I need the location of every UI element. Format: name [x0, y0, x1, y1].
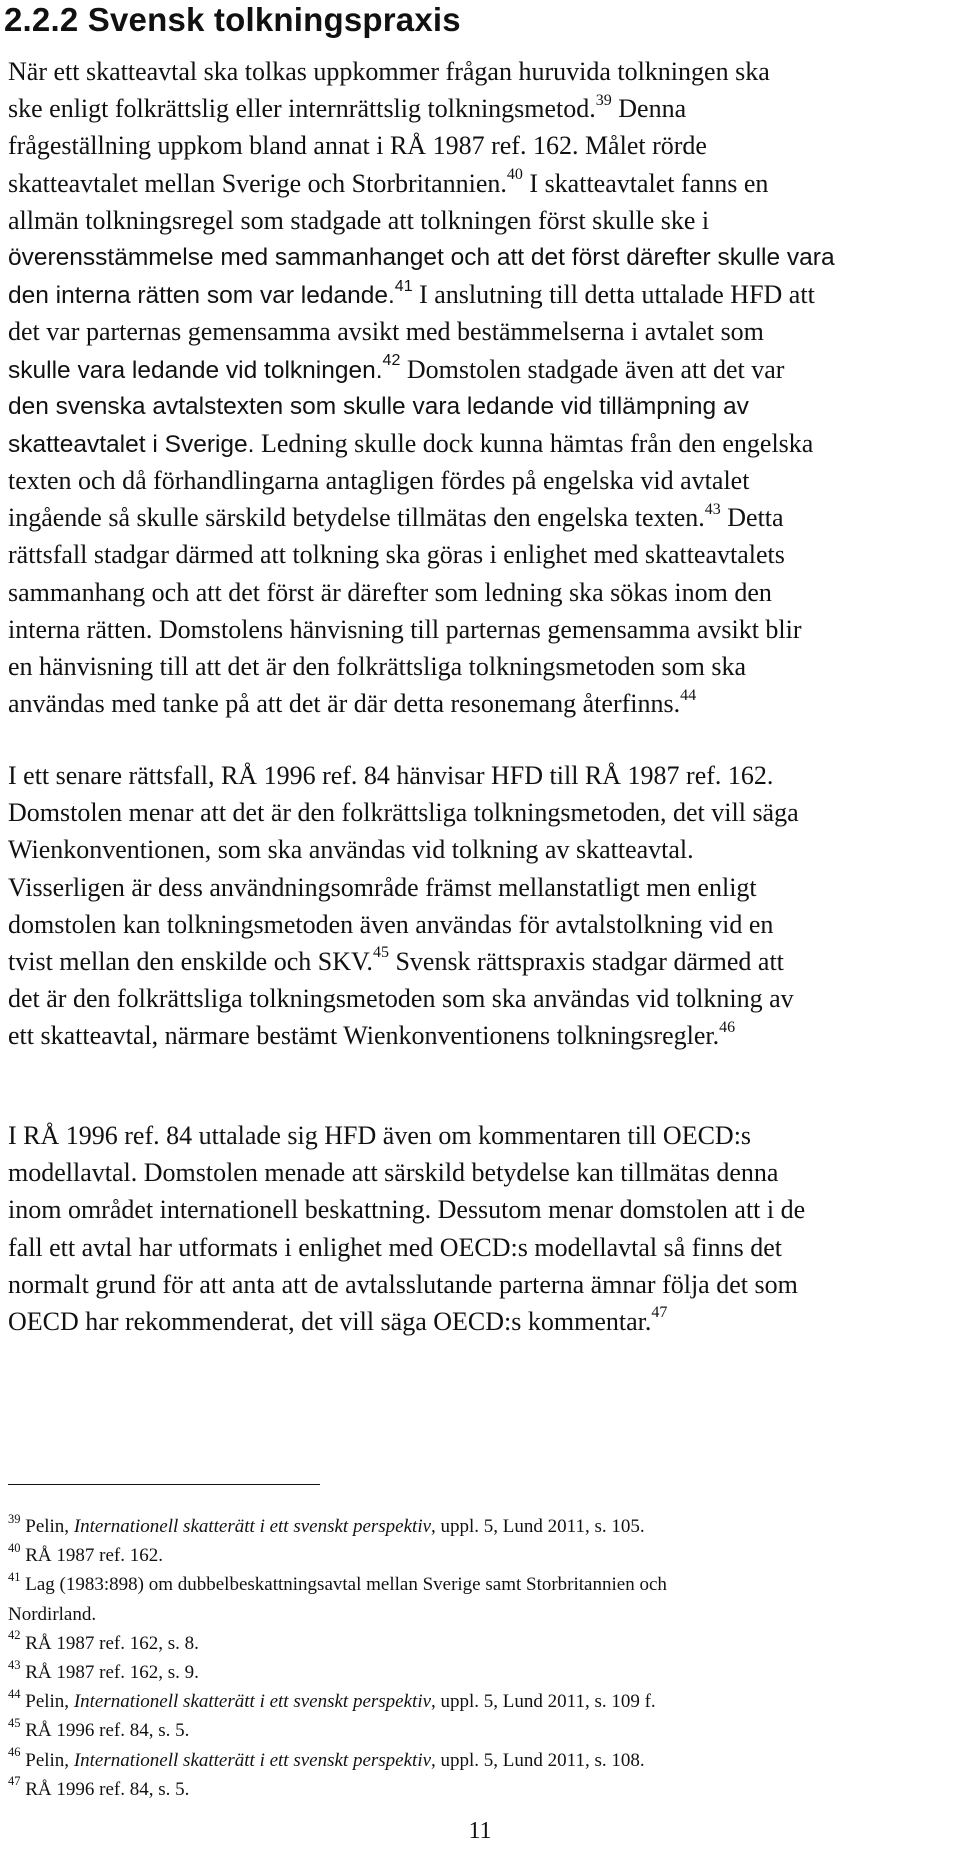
footnote: [8, 1775, 958, 1804]
footnote: [8, 1541, 958, 1570]
text-segment: texten och då förhandlingarna antagligen fördes på engelska vid avtalet: [8, 466, 750, 496]
footnote-ref: 47: [651, 1304, 668, 1322]
footnote: [8, 1600, 958, 1629]
text-line: [8, 165, 958, 202]
text-line: [8, 462, 958, 499]
text-segment: frågeställning uppkom bland annat i RÅ 1987 ref. 162. Målet rörde: [8, 131, 707, 161]
text-segment: den interna rätten som var ledande.: [8, 282, 395, 310]
footnote-text: RÅ 1996 ref. 84, s. 5.: [25, 1720, 190, 1742]
text-segment: Ledning skulle dock kunna hämtas från den engelska: [254, 428, 814, 458]
text-segment: det är den folkrättsliga tolkningsmetoden som ska användas vid tolkning av: [8, 984, 794, 1014]
text-segment: tvist mellan den enskilde och SKV.: [8, 946, 373, 976]
text-segment: Denna: [611, 94, 687, 124]
text-line: [8, 313, 958, 350]
footnote-text: RÅ 1996 ref. 84, s. 5.: [25, 1778, 190, 1800]
text-line: [8, 1117, 958, 1154]
footnote: [8, 1658, 958, 1687]
text-line: [8, 1229, 958, 1266]
text-segment: domstolen kan tolkningsmetoden även användas för avtalstolkning vid en: [8, 909, 774, 939]
footnote-number: 45: [8, 1715, 21, 1730]
text-line: [8, 425, 958, 462]
footnote-text: Nordirland.: [8, 1603, 97, 1625]
text-segment: I anslutning till detta uttalade HFD att: [412, 280, 815, 310]
text-segment: Visserligen är dess användningsområde främst mellanstatligt men enligt: [8, 872, 757, 902]
text-segment: sammanhang och att det först är därefter som ledning ska sökas inom den: [8, 577, 772, 607]
section-heading: 2.2.2 Svensk tolkningspraxis: [4, 1, 461, 38]
footnote: [8, 1716, 958, 1745]
text-segment: Domstolen menar att det är den folkrättsliga tolkningsmetoden, det vill säga: [8, 798, 799, 828]
text-line: [8, 1017, 958, 1054]
text-segment: ingående så skulle särskild betydelse tillmätas den engelska texten.: [8, 503, 705, 533]
text-segment: inom området internationell beskattning. Dessutom menar domstolen att i de: [8, 1195, 806, 1225]
footnote-separator: [8, 1484, 320, 1485]
text-line: [8, 276, 958, 313]
text-line: [8, 757, 958, 794]
footnote-number: 46: [8, 1745, 21, 1760]
text-segment: den svenska avtalstexten som skulle vara ledande vid tillämpning av: [8, 392, 749, 420]
footnote-text: Lag (1983:898) om dubbelbeskattningsavtal mellan Sverige samt Storbritannien och: [25, 1574, 667, 1596]
text-line: [8, 90, 958, 127]
footnote-ref: 39: [595, 91, 612, 109]
footnote-ref: 40: [506, 165, 523, 183]
text-segment: överensstämmelse med sammanhanget och att det först därefter skulle vara: [8, 243, 835, 271]
text-line: [8, 794, 958, 831]
footnote: [8, 1512, 958, 1541]
text-line: [8, 536, 958, 573]
footnote-number: 41: [8, 1570, 21, 1585]
text-line: [8, 1191, 958, 1228]
footnote-number: 47: [8, 1774, 21, 1789]
footnote-ref: 45: [372, 944, 389, 962]
footnote-ref: 41: [394, 277, 413, 295]
footnote: [8, 1570, 958, 1599]
page-number: 11: [468, 1818, 492, 1844]
text-line: [8, 648, 958, 685]
text-segment: allmän tolkningsregel som stadgade att tolkningen först skulle ske i: [8, 205, 710, 235]
footnote-ref: 43: [704, 500, 721, 518]
text-segment: skatteavtalet mellan Sverige och Storbritannien.: [8, 168, 507, 198]
footnote-number: 39: [8, 1511, 21, 1526]
footnote: [8, 1746, 958, 1775]
text-segment: I RÅ 1996 ref. 84 uttalade sig HFD även om kommentaren till OECD:s: [8, 1121, 752, 1150]
text-line: [8, 943, 958, 980]
text-segment: Detta: [720, 503, 784, 533]
text-line: [8, 611, 958, 648]
text-segment: fall ett avtal har utformats i enlighet med OECD:s modellavtal så finns det: [8, 1232, 783, 1262]
footnote-text: RÅ 1987 ref. 162, s. 8.: [25, 1632, 199, 1654]
footnote-text: , uppl. 5, Lund 2011, s. 105.: [431, 1516, 645, 1537]
footnote-title: Internationell skatterätt i ett svenskt perspektiv: [73, 1516, 432, 1537]
text-segment: normalt grund för att anta att de avtalsslutande parterna ämnar följa det som: [8, 1269, 798, 1299]
text-line: [8, 202, 958, 239]
footnote-number: 42: [8, 1628, 21, 1643]
text-segment: ske enligt folkrättslig eller internrättslig tolkningsmetod.: [8, 94, 596, 124]
footnotes: [8, 1512, 958, 1804]
text-segment: en hänvisning till att det är den folkrättsliga tolkningsmetoden som ska: [8, 652, 746, 681]
text-segment: användas med tanke på att det är där detta resonemang återfinns.: [8, 689, 681, 719]
footnote-text: RÅ 1987 ref. 162.: [25, 1545, 163, 1567]
text-line: [8, 1303, 958, 1340]
text-segment: När ett skatteavtal ska tolkas uppkommer frågan huruvida tolkningen ska: [8, 57, 770, 86]
footnote-text: , uppl. 5, Lund 2011, s. 108.: [431, 1749, 645, 1771]
footnote-number: 40: [8, 1540, 21, 1555]
text-line: [8, 351, 958, 388]
text-segment: skatteavtalet i Sverige.: [8, 430, 255, 458]
footnote-title: Internationell skatterätt i ett svenskt perspektiv: [73, 1749, 432, 1771]
text-line: [8, 574, 958, 611]
footnote-ref: 42: [382, 352, 401, 370]
footnote-number: 43: [8, 1657, 21, 1672]
paragraph: [8, 1117, 958, 1340]
text-line: [8, 499, 958, 536]
text-segment: det var parternas gemensamma avsikt med bestämmelserna i avtalet som: [8, 317, 764, 347]
footnote-ref: 46: [719, 1018, 736, 1036]
text-segment: Wienkonventionen, som ska användas vid tolkning av skatteavtal.: [8, 835, 694, 865]
paragraph: [8, 53, 958, 722]
text-segment: I ett senare rättsfall, RÅ 1996 ref. 84 hänvisar HFD till RÅ 1987 ref. 162.: [8, 761, 774, 790]
text-segment: interna rätten. Domstolens hänvisning till parternas gemensamma avsikt blir: [8, 614, 802, 644]
footnote: [8, 1629, 958, 1658]
footnote-ref: 44: [680, 686, 697, 704]
text-segment: Domstolen stadgade även att det var: [400, 354, 785, 384]
text-segment: Svensk rättspraxis stadgar därmed att: [388, 946, 784, 976]
footnote-title: Internationell skatterätt i ett svenskt perspektiv: [73, 1691, 432, 1713]
footnote-text: , uppl. 5, Lund 2011, s. 109 f.: [431, 1691, 656, 1713]
text-line: [8, 239, 958, 276]
text-line: [8, 831, 958, 868]
text-line: [8, 127, 958, 164]
text-segment: rättsfall stadgar därmed att tolkning ska göras i enlighet med skatteavtalets: [8, 540, 785, 570]
footnote: [8, 1687, 958, 1716]
text-line: [8, 388, 958, 425]
text-segment: skulle vara ledande vid tolkningen.: [8, 356, 383, 384]
text-segment: I skatteavtalet fanns en: [522, 168, 769, 198]
text-line: [8, 980, 958, 1017]
footnote-text: Pelin,: [25, 1516, 74, 1537]
footnote-number: 44: [8, 1686, 21, 1701]
text-segment: ett skatteavtal, närmare bestämt Wienkonventionens tolkningsregler.: [8, 1021, 720, 1051]
paragraph: [8, 757, 958, 1055]
text-line: [8, 53, 958, 90]
footnote-text: RÅ 1987 ref. 162, s. 9.: [25, 1661, 199, 1683]
text-line: [8, 685, 958, 722]
text-segment: OECD har rekommenderat, det vill säga OECD:s kommentar.: [8, 1306, 652, 1336]
text-line: [8, 1266, 958, 1303]
text-segment: modellavtal. Domstolen menade att särskild betydelse kan tillmätas denna: [8, 1158, 779, 1188]
text-line: [8, 906, 958, 943]
footnote-text: Pelin,: [25, 1691, 74, 1713]
text-line: [8, 869, 958, 906]
text-line: [8, 1154, 958, 1191]
footnote-text: Pelin,: [25, 1749, 74, 1771]
